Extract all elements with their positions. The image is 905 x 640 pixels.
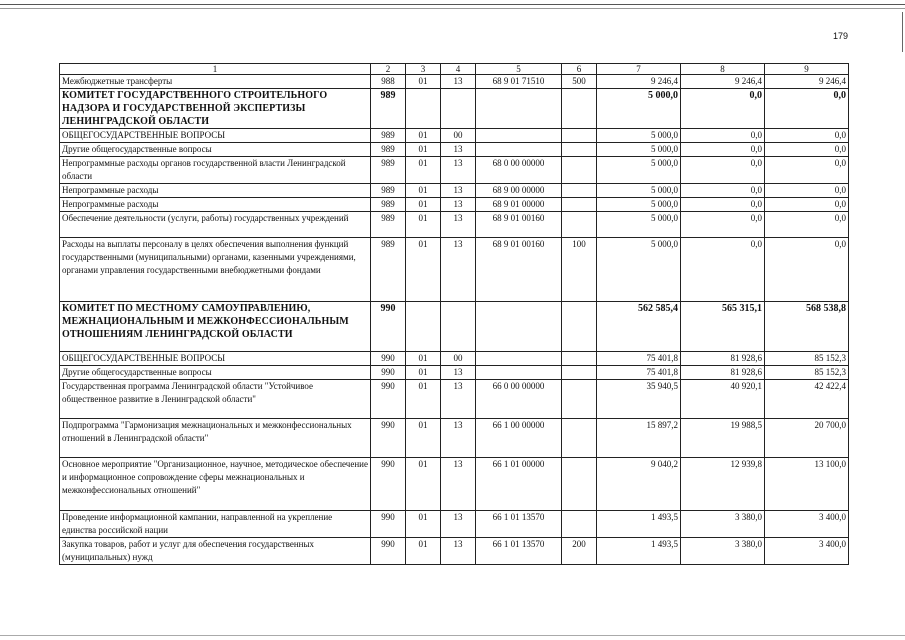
row-target-cell (476, 143, 562, 157)
row-section-cell: 01 (406, 157, 441, 184)
row-section-cell (406, 89, 441, 129)
row-kind-cell (562, 212, 597, 238)
row-year1-cell: 562 585,4 (597, 302, 681, 352)
row-year2-cell: 19 988,5 (681, 419, 765, 458)
row-code-cell: 990 (371, 380, 406, 419)
row-section-cell: 01 (406, 538, 441, 565)
row-year1-cell: 1 493,5 (597, 511, 681, 538)
row-name-cell: Другие общегосударственные вопросы (60, 143, 371, 157)
row-code-cell: 990 (371, 538, 406, 565)
row-section-cell: 01 (406, 511, 441, 538)
table-row (60, 380, 849, 419)
row-subsection-cell: 13 (441, 143, 476, 157)
row-year2-cell: 0,0 (681, 143, 765, 157)
row-subsection-cell: 13 (441, 238, 476, 302)
row-section-cell: 01 (406, 184, 441, 198)
row-year2-cell: 40 920,1 (681, 380, 765, 419)
row-target-cell: 66 0 00 00000 (476, 380, 562, 419)
row-name-cell: ОБЩЕГОСУДАРСТВЕННЫЕ ВОПРОСЫ (60, 352, 371, 366)
row-target-cell: 68 0 00 00000 (476, 157, 562, 184)
scan-edge-top (0, 4, 905, 5)
row-name-cell: Расходы на выплаты персоналу в целях обеспечения выполнения функций государственными (муниципальными) органами, казенными учреждениями, органами управления государственными внебюджетными фондами (60, 238, 371, 302)
row-year1-cell: 5 000,0 (597, 89, 681, 129)
row-name-cell: Обеспечение деятельности (услуги, работы) государственных учреждений (60, 212, 371, 238)
scan-edge-right (902, 12, 903, 52)
row-year2-cell: 0,0 (681, 184, 765, 198)
row-name-cell: КОМИТЕТ ГОСУДАРСТВЕННОГО СТРОИТЕЛЬНОГО НАДЗОРА И ГОСУДАРСТВЕННОЙ ЭКСПЕРТИЗЫ ЛЕНИНГРАДСКОЙ ОБЛАСТИ (60, 89, 371, 129)
row-target-cell (476, 366, 562, 380)
row-code-cell: 989 (371, 129, 406, 143)
table-row (60, 75, 849, 89)
row-year1-cell: 1 493,5 (597, 538, 681, 565)
row-year3-cell: 0,0 (765, 157, 849, 184)
row-year2-cell: 81 928,6 (681, 352, 765, 366)
row-year2-cell: 9 246,4 (681, 75, 765, 89)
row-year1-cell: 5 000,0 (597, 212, 681, 238)
row-year3-cell: 0,0 (765, 212, 849, 238)
row-year3-cell: 9 246,4 (765, 75, 849, 89)
row-target-cell: 68 9 01 00160 (476, 238, 562, 302)
row-code-cell: 989 (371, 184, 406, 198)
row-year2-cell: 0,0 (681, 212, 765, 238)
scan-edge-bottom (0, 635, 905, 636)
header-cell-code: 2 (371, 64, 406, 75)
row-year2-cell: 0,0 (681, 129, 765, 143)
row-subsection-cell: 13 (441, 75, 476, 89)
row-kind-cell (562, 366, 597, 380)
row-subsection-cell: 13 (441, 212, 476, 238)
row-name-cell: Межбюджетные трансферты (60, 75, 371, 89)
row-code-cell: 990 (371, 366, 406, 380)
row-kind-cell (562, 129, 597, 143)
row-kind-cell: 500 (562, 75, 597, 89)
row-year3-cell: 3 400,0 (765, 511, 849, 538)
table-row (60, 129, 849, 143)
table-row (60, 352, 849, 366)
row-kind-cell (562, 89, 597, 129)
row-kind-cell: 200 (562, 538, 597, 565)
header-cell-subsection: 4 (441, 64, 476, 75)
row-name-cell: Непрограммные расходы (60, 198, 371, 212)
row-year3-cell: 85 152,3 (765, 352, 849, 366)
table-row (60, 511, 849, 538)
table-row (60, 302, 849, 352)
row-year3-cell: 568 538,8 (765, 302, 849, 352)
row-name-cell: Подпрограмма "Гармонизация межнациональных и межконфессиональных отношений в Ленинградской области" (60, 419, 371, 458)
row-year1-cell: 5 000,0 (597, 129, 681, 143)
row-year2-cell: 3 380,0 (681, 538, 765, 565)
row-code-cell: 989 (371, 157, 406, 184)
table-row (60, 143, 849, 157)
row-section-cell: 01 (406, 380, 441, 419)
header-cell-section: 3 (406, 64, 441, 75)
row-code-cell: 990 (371, 458, 406, 511)
row-year1-cell: 5 000,0 (597, 184, 681, 198)
row-subsection-cell: 13 (441, 198, 476, 212)
row-code-cell: 989 (371, 198, 406, 212)
row-target-cell: 68 9 01 71510 (476, 75, 562, 89)
row-year3-cell: 42 422,4 (765, 380, 849, 419)
scan-edge-top-inner (0, 8, 905, 9)
row-code-cell: 988 (371, 75, 406, 89)
row-name-cell: Основное мероприятие "Организационное, научное, методическое обеспечение и информационное сопровождение сферы межнациональных и межконфессиональных отношений" (60, 458, 371, 511)
row-subsection-cell: 13 (441, 380, 476, 419)
row-name-cell: Проведение информационной кампании, направленной на укрепление единства российской нации (60, 511, 371, 538)
row-year3-cell: 0,0 (765, 129, 849, 143)
row-code-cell: 989 (371, 238, 406, 302)
row-section-cell: 01 (406, 75, 441, 89)
row-target-cell: 66 1 00 00000 (476, 419, 562, 458)
row-target-cell (476, 352, 562, 366)
row-year1-cell: 5 000,0 (597, 143, 681, 157)
row-section-cell: 01 (406, 458, 441, 511)
page-number: 179 (832, 31, 848, 41)
row-year3-cell: 0,0 (765, 143, 849, 157)
row-subsection-cell: 13 (441, 184, 476, 198)
row-year1-cell: 9 040,2 (597, 458, 681, 511)
row-section-cell: 01 (406, 129, 441, 143)
row-target-cell (476, 129, 562, 143)
table-row (60, 198, 849, 212)
row-year1-cell: 9 246,4 (597, 75, 681, 89)
row-name-cell: Непрограммные расходы органов государственной власти Ленинградской области (60, 157, 371, 184)
table-row (60, 212, 849, 238)
header-cell-year1: 7 (597, 64, 681, 75)
row-target-cell: 66 1 01 13570 (476, 538, 562, 565)
row-code-cell: 989 (371, 143, 406, 157)
row-kind-cell (562, 143, 597, 157)
table-row (60, 538, 849, 565)
row-subsection-cell: 00 (441, 352, 476, 366)
row-year3-cell: 20 700,0 (765, 419, 849, 458)
row-name-cell: ОБЩЕГОСУДАРСТВЕННЫЕ ВОПРОСЫ (60, 129, 371, 143)
row-subsection-cell: 13 (441, 458, 476, 511)
row-kind-cell: 100 (562, 238, 597, 302)
row-year1-cell: 75 401,8 (597, 352, 681, 366)
table-row (60, 157, 849, 184)
row-year2-cell: 81 928,6 (681, 366, 765, 380)
row-year1-cell: 15 897,2 (597, 419, 681, 458)
row-code-cell: 990 (371, 302, 406, 352)
row-subsection-cell: 13 (441, 366, 476, 380)
row-subsection-cell: 00 (441, 129, 476, 143)
row-kind-cell (562, 352, 597, 366)
row-year2-cell: 0,0 (681, 198, 765, 212)
row-code-cell: 990 (371, 352, 406, 366)
row-year2-cell: 565 315,1 (681, 302, 765, 352)
row-subsection-cell: 13 (441, 511, 476, 538)
row-name-cell: Государственная программа Ленинградской области "Устойчивое общественное развитие в Ленинградской области" (60, 380, 371, 419)
row-code-cell: 990 (371, 419, 406, 458)
row-target-cell (476, 302, 562, 352)
row-name-cell: КОМИТЕТ ПО МЕСТНОМУ САМОУПРАВЛЕНИЮ, МЕЖНАЦИОНАЛЬНЫМ И МЕЖКОНФЕССИОНАЛЬНЫМ ОТНОШЕНИЯМ ЛЕНИНГРАДСКОЙ ОБЛАСТИ (60, 302, 371, 352)
row-name-cell: Непрограммные расходы (60, 184, 371, 198)
row-name-cell: Закупка товаров, работ и услуг для обеспечения государственных (муниципальных) нужд (60, 538, 371, 565)
row-subsection-cell: 13 (441, 157, 476, 184)
row-kind-cell (562, 458, 597, 511)
header-cell-target: 5 (476, 64, 562, 75)
budget-table (59, 63, 849, 565)
row-section-cell: 01 (406, 366, 441, 380)
row-target-cell: 66 1 01 00000 (476, 458, 562, 511)
row-section-cell: 01 (406, 419, 441, 458)
row-year2-cell: 0,0 (681, 238, 765, 302)
header-cell-year2: 8 (681, 64, 765, 75)
row-code-cell: 989 (371, 212, 406, 238)
row-section-cell: 01 (406, 238, 441, 302)
header-cell-name: 1 (60, 64, 371, 75)
table-row (60, 419, 849, 458)
table-row (60, 238, 849, 302)
row-year1-cell: 5 000,0 (597, 238, 681, 302)
row-target-cell: 68 9 01 00000 (476, 198, 562, 212)
row-year3-cell: 3 400,0 (765, 538, 849, 565)
row-subsection-cell: 13 (441, 538, 476, 565)
row-year2-cell: 3 380,0 (681, 511, 765, 538)
row-section-cell: 01 (406, 212, 441, 238)
row-year3-cell: 13 100,0 (765, 458, 849, 511)
row-year1-cell: 75 401,8 (597, 366, 681, 380)
row-section-cell: 01 (406, 143, 441, 157)
row-year2-cell: 0,0 (681, 157, 765, 184)
row-kind-cell (562, 157, 597, 184)
row-section-cell (406, 302, 441, 352)
table-row (60, 184, 849, 198)
row-section-cell: 01 (406, 198, 441, 212)
table-row (60, 458, 849, 511)
row-target-cell: 66 1 01 13570 (476, 511, 562, 538)
row-kind-cell (562, 380, 597, 419)
row-year3-cell: 85 152,3 (765, 366, 849, 380)
row-kind-cell (562, 302, 597, 352)
row-year2-cell: 12 939,8 (681, 458, 765, 511)
row-code-cell: 989 (371, 89, 406, 129)
row-name-cell: Другие общегосударственные вопросы (60, 366, 371, 380)
table-row (60, 366, 849, 380)
row-year3-cell: 0,0 (765, 198, 849, 212)
row-kind-cell (562, 184, 597, 198)
header-cell-kind: 6 (562, 64, 597, 75)
row-target-cell: 68 9 01 00160 (476, 212, 562, 238)
row-target-cell (476, 89, 562, 129)
row-year3-cell: 0,0 (765, 238, 849, 302)
row-year1-cell: 5 000,0 (597, 198, 681, 212)
row-code-cell: 990 (371, 511, 406, 538)
header-cell-year3: 9 (765, 64, 849, 75)
row-target-cell: 68 9 00 00000 (476, 184, 562, 198)
row-subsection-cell: 13 (441, 419, 476, 458)
table-header-row (60, 64, 849, 75)
row-section-cell: 01 (406, 352, 441, 366)
row-year1-cell: 5 000,0 (597, 157, 681, 184)
table-row (60, 89, 849, 129)
row-year3-cell: 0,0 (765, 89, 849, 129)
row-year1-cell: 35 940,5 (597, 380, 681, 419)
row-kind-cell (562, 198, 597, 212)
row-kind-cell (562, 511, 597, 538)
row-subsection-cell (441, 302, 476, 352)
row-kind-cell (562, 419, 597, 458)
row-year2-cell: 0,0 (681, 89, 765, 129)
row-year3-cell: 0,0 (765, 184, 849, 198)
row-subsection-cell (441, 89, 476, 129)
